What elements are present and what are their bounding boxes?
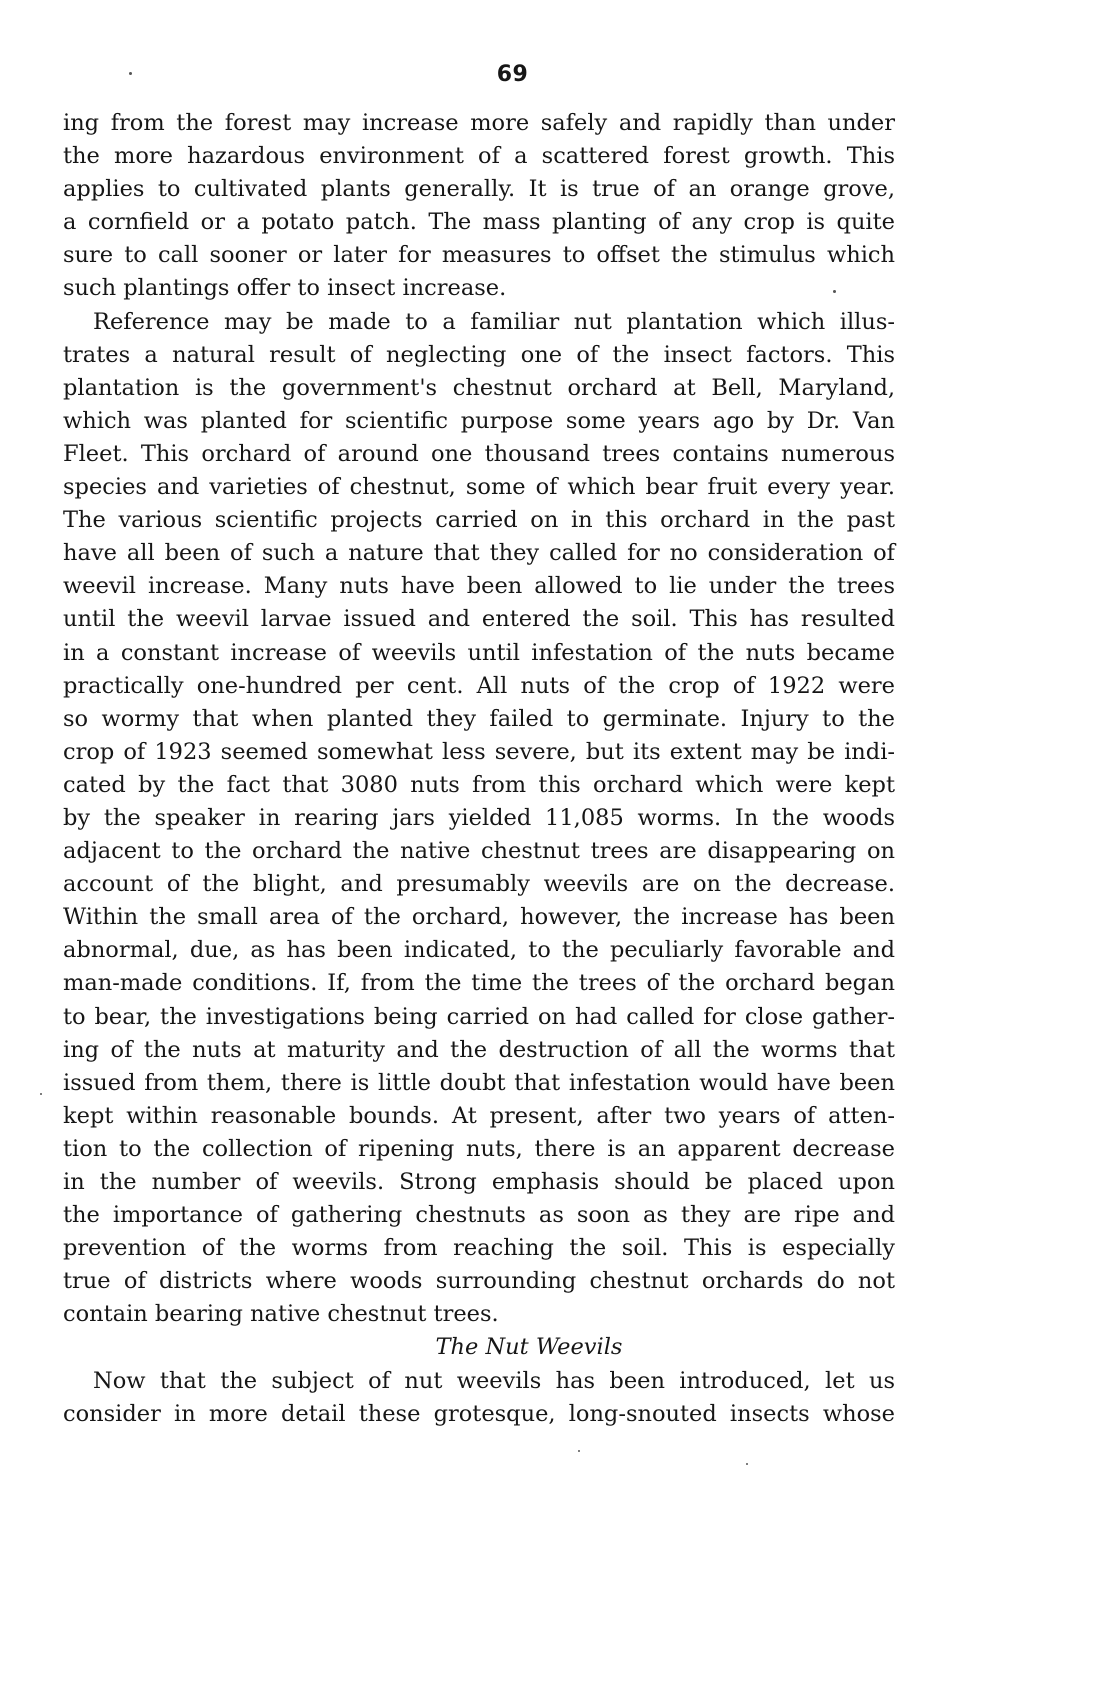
text-line: applies to cultivated plants generally. It is true of an orange grove, [63, 176, 895, 203]
text-line: a cornfield or a potato patch. The mass planting of any crop is quite [63, 209, 895, 236]
text-line: which was planted for scientific purpose some years ago by Dr. Van [63, 407, 895, 434]
text-line: such plantings offer to insect increase. [63, 275, 507, 302]
text-line: The various scientific projects carried on in this orchard in the past [63, 507, 895, 534]
text-line: Now that the subject of nut weevils has been introduced, let us [93, 1367, 895, 1394]
text-line: practically one-hundred per cent. All nuts of the crop of 1922 were [63, 672, 895, 699]
text-line: consider in more detail these grotesque, long-snouted insects whose [63, 1400, 895, 1427]
paragraph-1 [63, 107, 895, 306]
text-line: adjacent to the orchard the native chestnut trees are disappearing on [63, 838, 895, 865]
section-heading: The Nut Weevils [435, 1334, 623, 1361]
body-text [63, 107, 895, 1431]
text-line: ing of the nuts at maturity and the destruction of all the worms that [63, 1036, 895, 1063]
text-line: to bear, the investigations being carried on had called for close gather- [63, 1003, 895, 1030]
text-line: kept within reasonable bounds. At present, after two years of atten- [63, 1102, 895, 1129]
text-line: sure to call sooner or later for measures to offset the stimulus which [63, 242, 895, 269]
text-line: account of the blight, and presumably weevils are on the decrease. [63, 871, 895, 898]
text-line: prevention of the worms from reaching the soil. This is especially [63, 1235, 895, 1262]
text-line: crop of 1923 seemed somewhat less severe, but its extent may be indi- [63, 738, 895, 765]
text-line: true of districts where woods surrounding chestnut orchards do not [63, 1268, 895, 1295]
text-line: contain bearing native chestnut trees. [63, 1301, 499, 1328]
text-line: until the weevil larvae issued and entered the soil. This has resulted [63, 606, 895, 633]
text-line: Reference may be made to a familiar nut plantation which illus- [93, 308, 895, 335]
text-line: have all been of such a nature that they called for no consideration of [63, 540, 895, 567]
text-line: species and varieties of chestnut, some of which bear fruit every year. [63, 474, 895, 501]
text-line: issued from them, there is little doubt that infestation would have been [63, 1069, 895, 1096]
text-line: so wormy that when planted they failed to germinate. Injury to the [63, 705, 895, 732]
paragraph-3 [63, 1365, 895, 1431]
scan-speck [129, 72, 132, 75]
text-line: in a constant increase of weevils until infestation of the nuts became [63, 639, 895, 666]
text-line: trates a natural result of neglecting one of the insect factors. This [63, 341, 895, 368]
scan-speck [833, 290, 836, 293]
paragraph-2 [63, 306, 895, 1332]
text-line: the importance of gathering chestnuts as soon as they are ripe and [63, 1202, 895, 1229]
scan-speck [746, 1463, 748, 1465]
text-line: plantation is the government's chestnut orchard at Bell, Maryland, [63, 374, 895, 401]
text-line: man-made conditions. If, from the time the trees of the orchard began [63, 970, 895, 997]
text-line: ing from the forest may increase more safely and rapidly than under [63, 110, 895, 136]
text-line: abnormal, due, as has been indicated, to the peculiarly favorable and [63, 937, 895, 964]
text-line: in the number of weevils. Strong emphasis should be placed upon [63, 1169, 895, 1195]
scan-speck [578, 1450, 580, 1452]
page-number: 69 [496, 62, 529, 87]
text-line: the more hazardous environment of a scattered forest growth. This [63, 143, 895, 170]
text-line: Fleet. This orchard of around one thousand trees contains numerous [63, 440, 895, 467]
text-line: weevil increase. Many nuts have been allowed to lie under the trees [63, 573, 895, 600]
text-line: Within the small area of the orchard, however, the increase has been [63, 904, 895, 931]
text-line: tion to the collection of ripening nuts, there is an apparent decrease [63, 1135, 895, 1162]
scan-speck [40, 1093, 42, 1095]
text-line: cated by the fact that 3080 nuts from this orchard which were kept [63, 771, 895, 798]
text-line: by the speaker in rearing jars yielded 11,085 worms. In the woods [63, 804, 895, 831]
